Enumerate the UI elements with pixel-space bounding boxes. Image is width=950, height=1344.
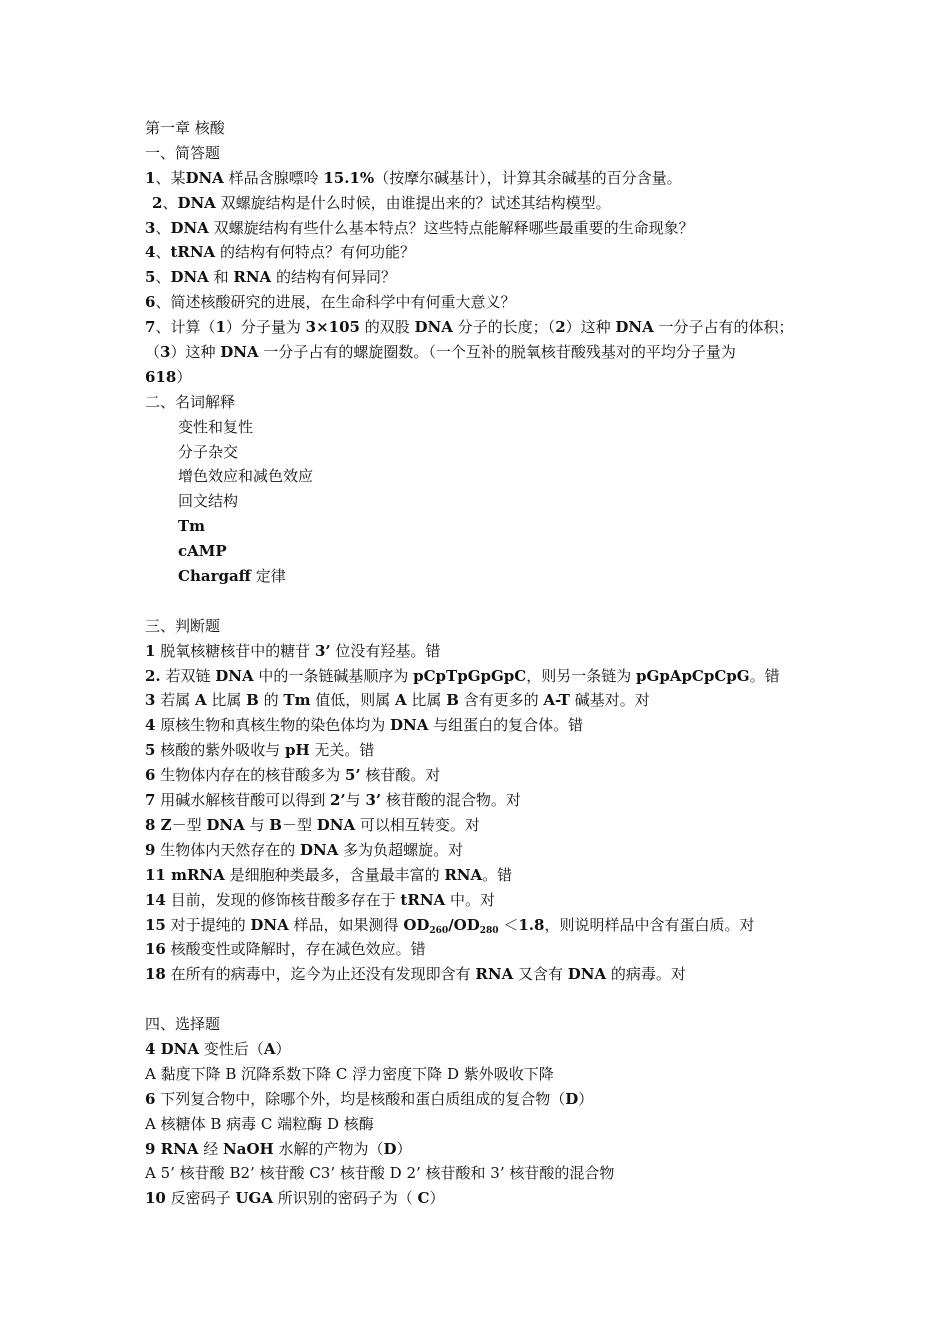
text-run: 在所有的病毒中，迄今为止还没有发现即含有 [165,965,476,984]
spacer [145,589,815,614]
bold-text: DNA [316,815,356,834]
bold-text: /OD [448,915,480,934]
text-run: 又含有 [513,965,568,984]
text-run: 与 [345,791,366,810]
text-run: 回文结构 [178,492,239,511]
text-run: 若双链 [160,666,216,685]
text-run: （ [145,343,161,362]
multiple-choice-line [145,1112,815,1137]
bold-text: 15 [145,915,166,934]
bold-text: 2. [145,666,161,685]
bold-text: 3’ [365,791,382,810]
text-run: ）分子量为 [225,318,306,337]
text-run: 、 [155,243,171,262]
text-run: 定律 [251,567,286,586]
bold-text: 7 [145,791,156,810]
bold-text: pCpTpGpGpC [413,666,527,685]
text-run: 生物体内天然存在的 [155,840,300,859]
bold-text: 1 [145,168,156,187]
text-run: 分子杂交 [178,442,239,461]
text-run: 含有更多的 [458,691,544,710]
text-run: ）这种 [170,343,221,362]
multiple-choice-line [145,1137,815,1162]
bold-text: DNA [299,840,339,859]
bold-text: D [383,1139,397,1158]
text-run: 无关。错 [309,741,375,760]
bold-text: DNA [185,168,224,187]
multiple-choice-line [145,1087,815,1112]
text-run: 变性和复性 [178,417,254,436]
text-run: 比属 [406,691,447,710]
bold-text: 4 [145,243,156,262]
bold-text: DNA [215,666,254,685]
text-run: 双螺旋结构有些什么基本特点？这些特点能解释哪些最重要的生命现象？ [208,218,694,237]
section-heading-multiple-choice: 四、选择题 [145,1015,221,1034]
bold-text: 6 [145,293,156,312]
text-run: 的双股 [360,318,415,337]
true-false-item [145,813,815,838]
bold-text: 3 [145,691,156,710]
text-run: 变性后（ [199,1039,264,1058]
text-run: ） [176,367,192,386]
bold-text: DNA [414,318,453,337]
bold-text: D [565,1089,579,1108]
term-item [145,440,815,465]
term-item [145,514,815,539]
term-item [145,564,815,589]
true-false-item [145,838,815,863]
text-run: 原核生物和真核生物的染色体均为 [155,716,390,735]
bold-text: 1.8 [518,915,545,934]
document-content [145,116,815,1211]
bold-text: DNA [615,318,654,337]
bold-text: 4 DNA [145,1039,200,1058]
text-run: 核酸变性或降解时，存在减色效应。错 [165,940,426,959]
bold-text: RNA [444,865,483,884]
text-run: 一分子占有的螺旋圈数。（一个互补的脱氧核苷酸残基对的平均分子量为 [258,343,736,362]
text-run: 、计算（ [155,318,216,337]
multiple-choice-line [145,1062,815,1087]
section-heading-true-false: 三、判断题 [145,616,221,635]
text-run: 反密码子 [165,1189,236,1208]
section-heading-short-answer: 一、简答题 [145,143,221,162]
bold-text: 1 [145,641,156,660]
term-list [145,415,815,589]
text-run: 核酸的紫外吸收与 [155,741,285,760]
true-false-item [145,664,815,689]
bold-text: 5 [145,268,156,287]
bold-text: RNA [233,268,272,287]
bold-text: 6 [145,1089,156,1108]
term-item [145,539,815,564]
multiple-choice-line [145,1186,815,1211]
bold-text: 3 [145,218,156,237]
bold-text: 9 [145,840,156,859]
text-run: 生物体内存在的核苷酸多为 [155,766,345,785]
bold-text: 2 [555,318,566,337]
true-false-item [145,763,815,788]
bold-text: RNA [475,965,514,984]
bold-text: 5 [145,741,156,760]
bold-text: DNA [177,193,216,212]
spacer [145,987,815,1012]
text-run: ，则另一条链为 [526,666,637,685]
bold-text: 14 [145,890,166,909]
bold-text: NaOH [223,1139,274,1158]
text-run: 、 [155,218,171,237]
bold-text: DNA [567,965,607,984]
text-run: 是细胞种类最多，含量最丰富的 [224,865,445,884]
text-run: ） [396,1139,412,1158]
text-run: 、某 [155,168,186,187]
text-run: （按摩尔碱基计），计算其余碱基的百分含量。 [374,168,682,187]
bold-text: C [417,1189,430,1208]
bold-text: DNA [250,915,289,934]
text-run: 一分子占有的体积； [653,318,794,337]
bold-text: tRNA [170,243,216,262]
text-run: 对于提纯的 [165,915,251,934]
bold-text: 18 [145,965,166,984]
question-7-line-3 [145,365,815,390]
text-run: 样品含腺嘌呤 [223,168,324,187]
text-run: 的结构有何异同？ [271,268,396,287]
text-run: ） [429,1189,445,1208]
bold-text: B [269,815,282,834]
bold-text: 7 [145,318,156,337]
bold-text: 3 [160,343,171,362]
text-run: 的 [258,691,284,710]
text-run: 和 [208,268,234,287]
text-run: ，则说明样品中含有蛋白质。对 [544,915,755,934]
bold-text: A [395,691,407,710]
text-run: 位没有羟基。错 [330,641,441,660]
question-7-line-1 [145,315,815,340]
true-false-item [145,788,815,813]
text-run: 分子的长度；（ [452,318,556,337]
term-item [145,489,815,514]
bold-text: A-T [543,691,570,710]
bold-text: 618 [145,367,177,386]
text-run: ＜ [498,915,519,934]
question-1 [145,166,815,191]
text-run: 碱基对。对 [569,691,650,710]
text-run: 增色效应和减色效应 [178,467,314,486]
text-run: 与组蛋白的复合体。错 [428,716,584,735]
text-run: 。错 [482,865,513,884]
bold-text: DNA [389,716,429,735]
text-run: 样品，如果测得 [288,915,404,934]
text-run: A 5’ 核苷酸 B2’ 核苷酸 C3’ 核苷酸 D 2’ 核苷酸和 3’ 核苷酸的混合物 [145,1164,615,1183]
bold-text: UGA [235,1189,273,1208]
question-6 [145,290,815,315]
true-false-item [145,937,815,962]
bold-text: B [446,691,459,710]
question-5 [145,265,815,290]
bold-text: 8 Z [145,815,172,834]
multiple-choice-line [145,1037,815,1062]
true-false-item [145,713,815,738]
text-run: －型 [171,815,207,834]
bold-text: Tm [178,517,206,536]
bold-text: 4 [145,716,156,735]
true-false-item [145,888,815,913]
text-run: A 核糖体 B 病毒 C 端粒酶 D 核酶 [145,1114,374,1133]
bold-text: Chargaff [178,567,251,586]
question-4 [145,240,815,265]
text-run: A 黏度下降 B 沉降系数下降 C 浮力密度下降 D 紫外吸收下降 [145,1064,554,1083]
bold-text: 6 [145,766,156,785]
text-run: 、 [155,268,171,287]
text-run: 值低，则属 [310,691,395,710]
text-run: ）这种 [565,318,616,337]
true-false-list [145,639,815,987]
multiple-choice-list [145,1037,815,1211]
bold-text: 15.1% [323,168,375,187]
true-false-item [145,863,815,888]
text-run: 。错 [749,666,780,685]
true-false-item [145,962,815,987]
text-run: 中。对 [445,890,495,909]
text-run: 、 [162,193,178,212]
bold-text: DNA [170,268,209,287]
text-run: 可以相互转变。对 [355,815,480,834]
text-run: 双螺旋结构是什么时候，由谁提出来的？试述其结构模型。 [215,193,611,212]
text-run: 、简述核酸研究的进展，在生命科学中有何重大意义？ [155,293,516,312]
bold-text: 16 [145,940,166,959]
text-run: ） [578,1089,594,1108]
bold-text: 3×105 [305,318,360,337]
text-run: 若属 [155,691,195,710]
true-false-item [145,913,815,938]
bold-text: 2 [152,193,163,212]
bold-text: A [263,1039,276,1058]
term-item [145,415,815,440]
subscript-text: 280 [479,925,499,936]
text-run: 多为负超螺旋。对 [338,840,464,859]
text-run: 比属 [206,691,247,710]
bold-text: pGpApCpCpG [636,666,750,685]
bold-text: tRNA [400,890,446,909]
multiple-choice-line [145,1161,815,1186]
subscript-text: 260 [429,925,449,936]
text-run: ） [275,1039,291,1058]
bold-text: 11 mRNA [145,865,225,884]
text-run: 核苷酸。对 [360,766,441,785]
bold-text: 2’ [329,791,346,810]
text-run: 脱氧核糖核苷中的糖苷 [155,641,315,660]
text-run: 下列复合物中，除哪个外，均是核酸和蛋白质组成的复合物（ [155,1089,566,1108]
bold-text: 10 [145,1189,166,1208]
bold-text: 1 [215,318,226,337]
bold-text: 5’ [344,766,361,785]
bold-text: 3’ [314,641,331,660]
bold-text: A [194,691,207,710]
text-run: 所识别的密码子为（ [272,1189,418,1208]
bold-text: 9 RNA [145,1139,199,1158]
true-false-item [145,639,815,664]
true-false-item [145,688,815,713]
text-run: 目前，发现的修饰核苷酸多存在于 [165,890,401,909]
question-2 [145,191,815,216]
bold-text: DNA [170,218,209,237]
text-run: 用碱水解核苷酸可以得到 [155,791,330,810]
true-false-item [145,738,815,763]
text-run: 经 [198,1139,224,1158]
bold-text: Tm [283,691,311,710]
question-3 [145,216,815,241]
bold-text: DNA [220,343,259,362]
bold-text: pH [284,741,310,760]
bold-text: cAMP [178,542,227,561]
bold-text: DNA [206,815,245,834]
text-run: 水解的产物为（ [273,1139,384,1158]
text-run: 与 [244,815,270,834]
chapter-title: 第一章 核酸 [145,119,225,137]
bold-text: OD [403,915,430,934]
bold-text: B [246,691,259,710]
question-7-line-2 [145,340,815,365]
text-run: －型 [281,815,317,834]
text-run: 中的一条链碱基顺序为 [253,666,414,685]
text-run: 的病毒。对 [606,965,686,984]
term-item [145,464,815,489]
section-heading-terms: 二、名词解释 [145,392,236,411]
text-run: 核苷酸的混合物。对 [381,791,521,810]
text-run: 的结构有何特点？有何功能？ [215,243,415,262]
